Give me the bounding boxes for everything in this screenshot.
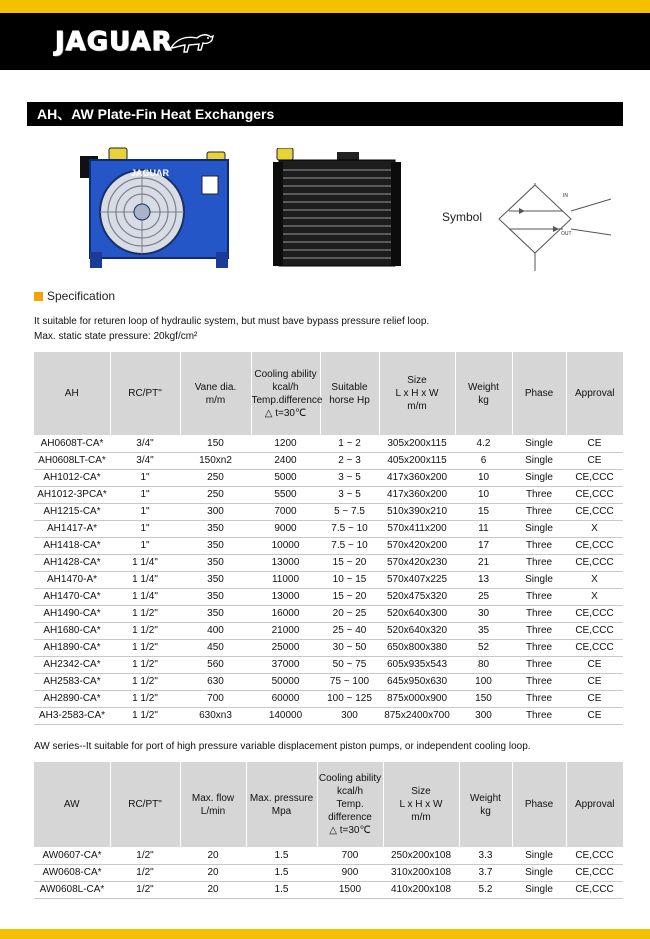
ah-table-cell: 305x200x115 (379, 435, 455, 452)
ah-spec-table (34, 352, 623, 725)
ah-table-cell: 417x360x200 (379, 469, 455, 486)
aw-table-cell: 5.2 (459, 881, 512, 898)
ah-table-row (34, 571, 623, 588)
ah-table-cell: 1 1/2" (110, 656, 180, 673)
ah-column-header (320, 352, 379, 435)
ah-table-cell: CE,CCC (566, 622, 623, 639)
ah-table-cell: 570x420x200 (379, 537, 455, 554)
ah-table-cell: 140000 (251, 707, 320, 724)
ah-column-header-line: Phase (524, 388, 554, 399)
ah-table-cell: 520x640x320 (379, 622, 455, 639)
ah-table-cell: CE,CCC (566, 503, 623, 520)
aw-column-header-line: Phase (524, 799, 554, 810)
ah-table-cell: AH1680-CA* (34, 622, 110, 639)
spec-marker-square (34, 292, 43, 301)
ah-table-cell: AH2342-CA* (34, 656, 110, 673)
ah-table-cell: 10 (455, 469, 512, 486)
aw-column-header-line: Size (411, 786, 431, 797)
ah-table-cell: Three (512, 537, 566, 554)
aw-column-header (34, 762, 110, 847)
ah-table-cell: CE,CCC (566, 537, 623, 554)
ah-column-header-line: Suitable (331, 381, 368, 393)
ah-table-cell: 700 (180, 690, 251, 707)
ah-column-header (251, 352, 323, 435)
ah-column-header-line: m/m (205, 394, 226, 406)
ah-table-cell: CE,CCC (566, 639, 623, 656)
ah-table-cell: 1" (110, 469, 180, 486)
ah-table-cell: Three (512, 554, 566, 571)
ah-table-cell: 21000 (251, 622, 320, 639)
ah-table-cell: 1" (110, 486, 180, 503)
ah-table-cell: Three (512, 690, 566, 707)
ah-table-cell: CE,CCC (566, 605, 623, 622)
ah-table-row (34, 673, 623, 690)
ah-table-cell: 7.5 ~ 10 (320, 537, 379, 554)
aw-table-cell: 1/2" (110, 864, 180, 881)
ah-cooler-product-image (76, 146, 238, 270)
ah-table-cell: Three (512, 639, 566, 656)
ah-column-header-line: AH (64, 388, 79, 399)
aw-table-cell: CE,CCC (566, 881, 623, 898)
ah-table-row (34, 588, 623, 605)
jaguar-logo: JAGUAR (55, 27, 215, 57)
ah-table-cell: Three (512, 486, 566, 503)
ah-table-cell: Single (512, 452, 566, 469)
ah-column-header-line: Approval (575, 388, 615, 399)
ah-table-row (34, 622, 623, 639)
aw-column-header (383, 762, 459, 847)
aw-column-header-line: L x H x W (399, 799, 443, 810)
ah-column-header-line: Temp.difference (251, 394, 323, 406)
ah-table-cell: 250 (180, 486, 251, 503)
ah-table-cell: 7.5 ~ 10 (320, 520, 379, 537)
ah-table-row (34, 486, 623, 503)
ah-column-header-line: RC/PT" (128, 388, 162, 399)
ah-table-row (34, 707, 623, 724)
ah-table-cell: 100 (455, 673, 512, 690)
aw-table-row (34, 847, 623, 864)
ah-table-cell: 650x800x380 (379, 639, 455, 656)
aw-table-header-row (34, 762, 623, 847)
ah-table-cell: 1 1/2" (110, 707, 180, 724)
ah-table-cell: 52 (455, 639, 512, 656)
aw-table-cell: 250x200x108 (383, 847, 459, 864)
ah-table-row (34, 690, 623, 707)
ah-table-cell: 3/4" (110, 452, 180, 469)
aw-table-cell: 1500 (317, 881, 383, 898)
aw-table-cell: Single (512, 864, 566, 881)
ah-table-cell: 350 (180, 520, 251, 537)
aw-column-header (512, 762, 566, 847)
ah-table-cell: 300 (180, 503, 251, 520)
ah-table-cell: 37000 (251, 656, 320, 673)
ah-intro-line-1: It suitable for returen loop of hydraulic system, but must bave bypass pressure relief loop. (34, 316, 430, 327)
specification-heading: Specification (34, 289, 115, 303)
ah-table-cell: 450 (180, 639, 251, 656)
product-brand-label: JAGUAR (131, 168, 170, 178)
ah-column-header-line: horse Hp (329, 394, 370, 406)
ah-table-cell: Three (512, 673, 566, 690)
ah-table-cell: 21 (455, 554, 512, 571)
aw-column-header-line: Cooling ability (318, 773, 382, 784)
aw-column-header (459, 762, 512, 847)
ah-table-cell: AH1417-A* (34, 520, 110, 537)
ah-table-cell: 30 (455, 605, 512, 622)
ah-column-header-line: Vane dia. (194, 381, 237, 393)
aw-spec-table (34, 762, 623, 899)
ah-table-cell: X (566, 520, 623, 537)
aw-intro: AW series--It suitable for port of high pressure variable displacement piston pumps, or independent cooling loop. (34, 741, 531, 752)
ah-table-cell: 350 (180, 537, 251, 554)
heat-exchanger-symbol-diagram (495, 183, 615, 273)
ah-table-cell: Three (512, 503, 566, 520)
ah-table-cell: 570x407x225 (379, 571, 455, 588)
ah-table-cell: 25000 (251, 639, 320, 656)
ah-table-cell: 520x475x320 (379, 588, 455, 605)
ah-table-row (34, 469, 623, 486)
ah-column-header-line: Size (407, 375, 427, 386)
aw-table-cell: 310x200x108 (383, 864, 459, 881)
ah-table-cell: 300 (320, 707, 379, 724)
ah-table-cell: AH1012-CA* (34, 469, 110, 486)
ah-table-cell: 3 ~ 5 (320, 486, 379, 503)
ah-table-cell: 645x950x630 (379, 673, 455, 690)
symbol-out-label: OUT (561, 231, 572, 237)
ah-column-header-line: m/m (407, 401, 427, 412)
aw-table-cell: 1.5 (246, 847, 317, 864)
aw-table-cell: 410x200x108 (383, 881, 459, 898)
ah-table-cell: AH1215-CA* (34, 503, 110, 520)
aw-cooler-product-image (271, 148, 411, 274)
aw-table-cell: 20 (180, 864, 246, 881)
ah-table-cell: AH1470-CA* (34, 588, 110, 605)
aw-table-cell: 1/2" (110, 881, 180, 898)
aw-table-cell: 700 (317, 847, 383, 864)
ah-table-cell: 100 ~ 125 (320, 690, 379, 707)
ah-table-cell: AH1490-CA* (34, 605, 110, 622)
aw-column-header-line: difference (328, 812, 372, 823)
ah-table-cell: CE (566, 452, 623, 469)
aw-column-header-line: kg (480, 805, 491, 817)
ah-table-cell: 3 ~ 5 (320, 469, 379, 486)
jaguar-cat-icon (169, 28, 215, 56)
ah-table-cell: 5500 (251, 486, 320, 503)
ah-table-cell: 35 (455, 622, 512, 639)
ah-table-cell: 1" (110, 520, 180, 537)
aw-table-cell: Single (512, 881, 566, 898)
ah-table-cell: Single (512, 520, 566, 537)
ah-table-cell: 4.2 (455, 435, 512, 452)
ah-table-cell: 510x390x210 (379, 503, 455, 520)
ah-table-cell: 1 1/4" (110, 571, 180, 588)
ah-table-cell: 560 (180, 656, 251, 673)
ah-table-cell: 9000 (251, 520, 320, 537)
ah-table-cell: 350 (180, 571, 251, 588)
ah-table-cell: AH1418-CA* (34, 537, 110, 554)
aw-table-body (34, 847, 623, 898)
ah-table-row (34, 503, 623, 520)
ah-column-header-line: Weight (468, 381, 499, 393)
ah-table-row (34, 435, 623, 452)
ah-table-cell: AH2890-CA* (34, 690, 110, 707)
ah-table-cell: 1200 (251, 435, 320, 452)
ah-table-cell: Three (512, 707, 566, 724)
ah-table-cell: 17 (455, 537, 512, 554)
top-accent-bar (0, 0, 650, 13)
ah-table-cell: AH0608LT-CA* (34, 452, 110, 469)
ah-table-cell: 630 (180, 673, 251, 690)
ah-table-cell: AH3-2583-CA* (34, 707, 110, 724)
ah-table-cell: Three (512, 605, 566, 622)
ah-table-header-row (34, 352, 623, 435)
ah-table-cell: CE (566, 435, 623, 452)
aw-column-header-line: Approval (575, 799, 615, 810)
ah-table-cell: 150xn2 (180, 452, 251, 469)
ah-table-row (34, 520, 623, 537)
ah-table-cell: 30 ~ 50 (320, 639, 379, 656)
ah-table-cell: 10 (455, 486, 512, 503)
ah-table-cell: Three (512, 622, 566, 639)
ah-table-row (34, 537, 623, 554)
brand-header (0, 13, 650, 70)
ah-table-cell: 25 (455, 588, 512, 605)
ah-table-cell: 15 ~ 20 (320, 554, 379, 571)
ah-table-cell: 11 (455, 520, 512, 537)
ah-table-cell: 605x935x543 (379, 656, 455, 673)
ah-table-cell: 1" (110, 537, 180, 554)
ah-table-cell: Three (512, 656, 566, 673)
ah-table-cell: 570x420x230 (379, 554, 455, 571)
ah-table-cell: 150 (180, 435, 251, 452)
aw-column-header-line: L/min (200, 805, 226, 817)
aw-column-header-line: m/m (411, 812, 431, 823)
aw-table-cell: 1/2" (110, 847, 180, 864)
ah-table-cell: 6 (455, 452, 512, 469)
aw-column-header-line: Max. pressure (249, 792, 314, 804)
aw-column-header-line: △ t=30℃ (329, 825, 371, 836)
ah-table-cell: CE,CCC (566, 486, 623, 503)
aw-column-header-line: Weight (470, 792, 501, 804)
ah-table-body (34, 435, 623, 724)
ah-table-cell: 1 1/2" (110, 690, 180, 707)
ah-table-cell: 570x411x200 (379, 520, 455, 537)
ah-table-cell: 13000 (251, 588, 320, 605)
ah-table-cell: 1 ~ 2 (320, 435, 379, 452)
ah-table-cell: 1 1/2" (110, 622, 180, 639)
ah-table-cell: 150 (455, 690, 512, 707)
ah-table-cell: 875x000x900 (379, 690, 455, 707)
ah-table-cell: 16000 (251, 605, 320, 622)
aw-column-header (180, 762, 246, 847)
ah-table-cell: CE (566, 690, 623, 707)
aw-table-row (34, 881, 623, 898)
ah-table-cell: 1 1/2" (110, 605, 180, 622)
aw-column-header-line: Temp. (336, 799, 364, 810)
ah-table-cell: 10000 (251, 537, 320, 554)
aw-column-header-line: Max. flow (191, 792, 235, 804)
ah-table-cell: 15 ~ 20 (320, 588, 379, 605)
aw-column-header-line: Mpa (271, 805, 292, 817)
ah-column-header (110, 352, 180, 435)
ah-table-cell: 25 ~ 40 (320, 622, 379, 639)
bottom-accent-bar (0, 929, 650, 939)
aw-column-header-line: kcal/h (336, 786, 364, 797)
aw-column-header-line: AW (63, 799, 80, 810)
aw-table-cell: 1.5 (246, 881, 317, 898)
aw-table-cell: CE,CCC (566, 847, 623, 864)
ah-table-cell: CE (566, 673, 623, 690)
ah-table-cell: 5 ~ 7.5 (320, 503, 379, 520)
ah-table-cell: 350 (180, 605, 251, 622)
ah-table-cell: 250 (180, 469, 251, 486)
section-title: AH、AW Plate-Fin Heat Exchangers (27, 102, 623, 126)
ah-table-cell: 630xn3 (180, 707, 251, 724)
ah-table-cell: 60000 (251, 690, 320, 707)
ah-table-cell: AH1470-A* (34, 571, 110, 588)
ah-table-cell: 15 (455, 503, 512, 520)
ah-table-cell: 417x360x200 (379, 486, 455, 503)
aw-column-header (110, 762, 180, 847)
ah-column-header-line: L x H x W (395, 388, 439, 399)
ah-table-cell: AH2583-CA* (34, 673, 110, 690)
ah-table-cell: 50 ~ 75 (320, 656, 379, 673)
ah-table-cell: 3/4" (110, 435, 180, 452)
ah-column-header (455, 352, 512, 435)
ah-table-cell: CE,CCC (566, 469, 623, 486)
aw-table-cell: 3.3 (459, 847, 512, 864)
symbol-in-label: IN (563, 193, 568, 199)
aw-table-cell: Single (512, 847, 566, 864)
aw-column-header-line: RC/PT" (128, 799, 162, 810)
ah-table-cell: 1 1/2" (110, 673, 180, 690)
ah-table-cell: 5000 (251, 469, 320, 486)
ah-table-cell: CE,CCC (566, 554, 623, 571)
ah-table-cell: CE (566, 707, 623, 724)
ah-column-header (379, 352, 455, 435)
ah-table-cell: AH1428-CA* (34, 554, 110, 571)
ah-column-header (512, 352, 566, 435)
ah-table-cell: 13 (455, 571, 512, 588)
aw-table-cell: AW0608L-CA* (34, 881, 110, 898)
ah-table-cell: 13000 (251, 554, 320, 571)
ah-table-cell: 350 (180, 588, 251, 605)
aw-table-cell: 20 (180, 847, 246, 864)
ah-table-row (34, 605, 623, 622)
aw-table-cell: AW0607-CA* (34, 847, 110, 864)
aw-table-row (34, 864, 623, 881)
ah-table-cell: 10 ~ 15 (320, 571, 379, 588)
aw-table-cell: 900 (317, 864, 383, 881)
aw-column-header (246, 762, 317, 847)
ah-table-cell: 405x200x115 (379, 452, 455, 469)
aw-table-cell: 3.7 (459, 864, 512, 881)
ah-table-cell: CE (566, 656, 623, 673)
ah-table-cell: Single (512, 435, 566, 452)
ah-table-cell: 80 (455, 656, 512, 673)
aw-table-cell: AW0608-CA* (34, 864, 110, 881)
ah-table-row (34, 639, 623, 656)
ah-table-cell: 300 (455, 707, 512, 724)
ah-table-cell: 20 ~ 25 (320, 605, 379, 622)
ah-column-header (34, 352, 110, 435)
ah-table-row (34, 554, 623, 571)
ah-table-cell: 1 1/4" (110, 554, 180, 571)
aw-column-header (317, 762, 383, 847)
ah-column-header (566, 352, 623, 435)
ah-table-cell: 350 (180, 554, 251, 571)
ah-table-cell: AH0608T-CA* (34, 435, 110, 452)
ah-table-cell: 50000 (251, 673, 320, 690)
ah-table-cell: 1 1/2" (110, 639, 180, 656)
ah-table-cell: X (566, 588, 623, 605)
ah-table-cell: 1 1/4" (110, 588, 180, 605)
ah-column-header-line: kcal/h (272, 381, 299, 393)
ah-table-cell: AH1890-CA* (34, 639, 110, 656)
ah-table-row (34, 656, 623, 673)
ah-table-row (34, 452, 623, 469)
ah-table-cell: 7000 (251, 503, 320, 520)
ah-table-cell: X (566, 571, 623, 588)
symbol-label: Symbol (442, 210, 483, 224)
ah-table-cell: 2 ~ 3 (320, 452, 379, 469)
aw-table-cell: 20 (180, 881, 246, 898)
ah-column-header (180, 352, 251, 435)
ah-table-cell: 1" (110, 503, 180, 520)
ah-table-cell: Single (512, 571, 566, 588)
ah-table-cell: 520x640x300 (379, 605, 455, 622)
ah-table-cell: 400 (180, 622, 251, 639)
ah-table-cell: AH1012-3PCA* (34, 486, 110, 503)
aw-column-header (566, 762, 623, 847)
ah-table-cell: 875x2400x700 (379, 707, 455, 724)
ah-table-cell: 75 ~ 100 (320, 673, 379, 690)
ah-column-header-line: Cooling ability (254, 368, 317, 380)
aw-table-cell: CE,CCC (566, 864, 623, 881)
ah-table-cell: 11000 (251, 571, 320, 588)
ah-intro-line-2: Max. static state pressure: 20kgf/cm² (34, 331, 198, 342)
aw-table-cell: 1.5 (246, 864, 317, 881)
ah-column-header-line: △ t=30℃ (264, 407, 307, 419)
ah-table-cell: 2400 (251, 452, 320, 469)
ah-table-cell: Single (512, 469, 566, 486)
ah-table-cell: Three (512, 588, 566, 605)
ah-column-header-line: kg (478, 394, 489, 406)
